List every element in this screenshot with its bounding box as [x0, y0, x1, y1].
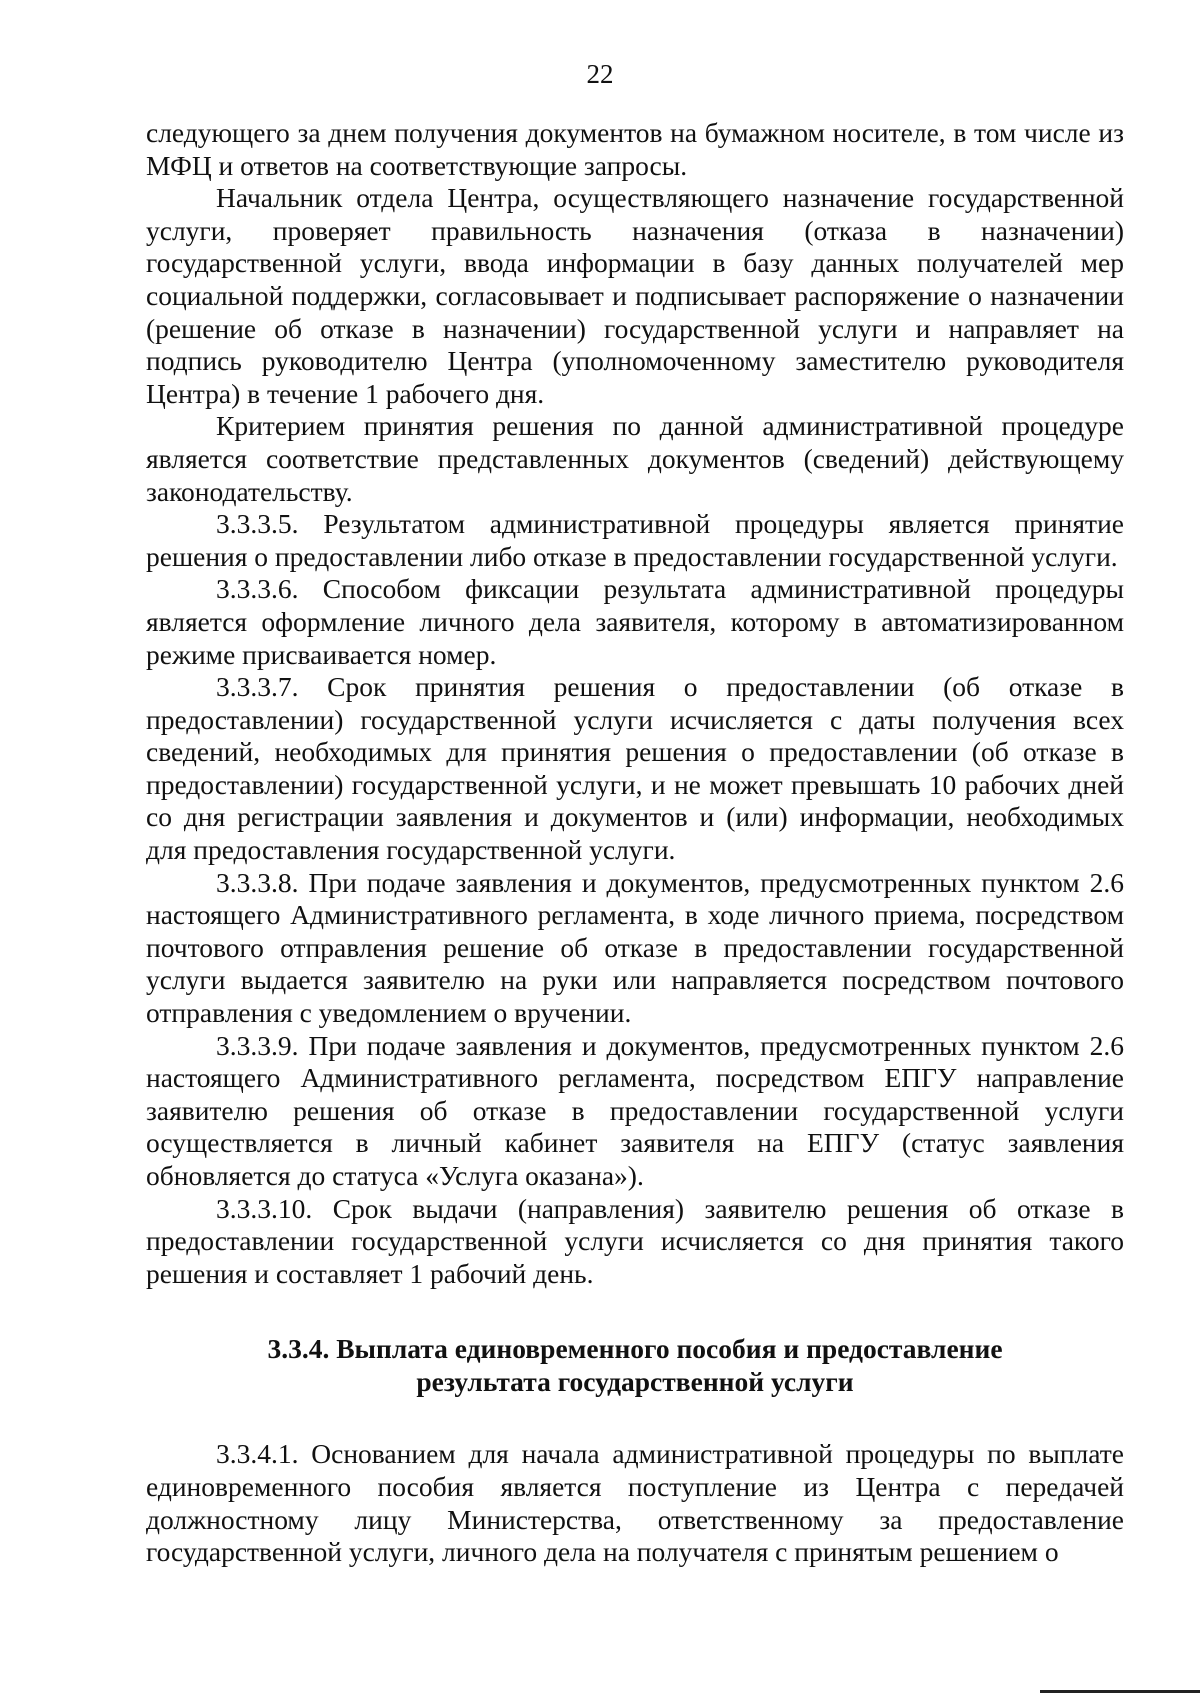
- paragraph-3-3-4-1: 3.3.4.1. Основанием для начала административной процедуры по выплате единовременного пособия является поступление из Центра с передачей должностному лицу Министерства, ответственному за предоставление государственной услуги, личного дела на получателя с принятым решением о: [146, 1438, 1124, 1568]
- paragraph-3-3-3-10: 3.3.3.10. Срок выдачи (направления) заявителю решения об отказе в предоставлении государственной услуги исчисляется со дня принятия такого решения и составляет 1 рабочий день.: [146, 1192, 1124, 1289]
- paragraph-continuation: следующего за днем получения документов на бумажном носителе, в том числе из МФЦ и ответов на соответствующие запросы.: [146, 117, 1124, 181]
- paragraph-3-3-3-6: 3.3.3.6. Способом фиксации результата административной процедуры является оформление личного дела заявителя, которому в автоматизированном режиме присваивается номер.: [146, 573, 1124, 670]
- section-heading-3-3-4: [146, 1332, 1124, 1398]
- section-heading-line-1: 3.3.4. Выплата единовременного пособия и предоставление: [267, 1333, 1003, 1365]
- paragraph-department-head: Начальник отдела Центра, осуществляющего назначение государственной услуги, проверяет правильность назначения (отказа в назначении) государственной услуги, ввода информации в базу данных получателей мер социальной поддержки, согласовывает и подписывает распоряжение о назначении (решение об отказе в назначении) государственной услуги и направляет на подпись руководителю Центра (уполномоченному заместителю руководителя Центра) в течение 1 рабочего дня.: [146, 182, 1124, 409]
- page-number: 22: [586, 59, 614, 89]
- paragraph-3-3-3-9: 3.3.3.9. При подаче заявления и документов, предусмотренных пунктом 2.6 настоящего Административного регламента, посредством ЕПГУ направление заявителю решения об отказе в предоставлении государственной услуги осуществляется в личный кабинет заявителя на ЕПГУ (статус заявления обновляется до статуса «Услуга оказана»).: [146, 1029, 1124, 1191]
- paragraph-decision-criterion: Критерием принятия решения по данной административной процедуре является соответствие представленных документов (сведений) действующему законодательству.: [146, 410, 1124, 507]
- paragraph-3-3-3-5: 3.3.3.5. Результатом административной процедуры является принятие решения о предоставлении либо отказе в предоставлении государственной услуги.: [146, 508, 1124, 572]
- paragraph-3-3-3-7: 3.3.3.7. Срок принятия решения о предоставлении (об отказе в предоставлении) государственной услуги исчисляется с даты получения всех сведений, необходимых для принятия решения о предоставлении (об отказе в предоставлении) государственной услуги, и не может превышать 10 рабочих дней со дня регистрации заявления и документов и (или) информации, необходимых для предоставления государственной услуги.: [146, 671, 1124, 866]
- scan-edge-line: [1040, 1690, 1200, 1693]
- document-body: [146, 117, 1124, 1569]
- paragraph-3-3-3-8: 3.3.3.8. При подаче заявления и документов, предусмотренных пунктом 2.6 настоящего Административного регламента, в ходе личного приема, посредством почтового отправления решение об отказе в предоставлении государственной услуги выдается заявителю на руки или направляется посредством почтового отправления с уведомлением о вручении.: [146, 866, 1124, 1029]
- section-heading-line-2: результата государственной услуги: [416, 1366, 854, 1398]
